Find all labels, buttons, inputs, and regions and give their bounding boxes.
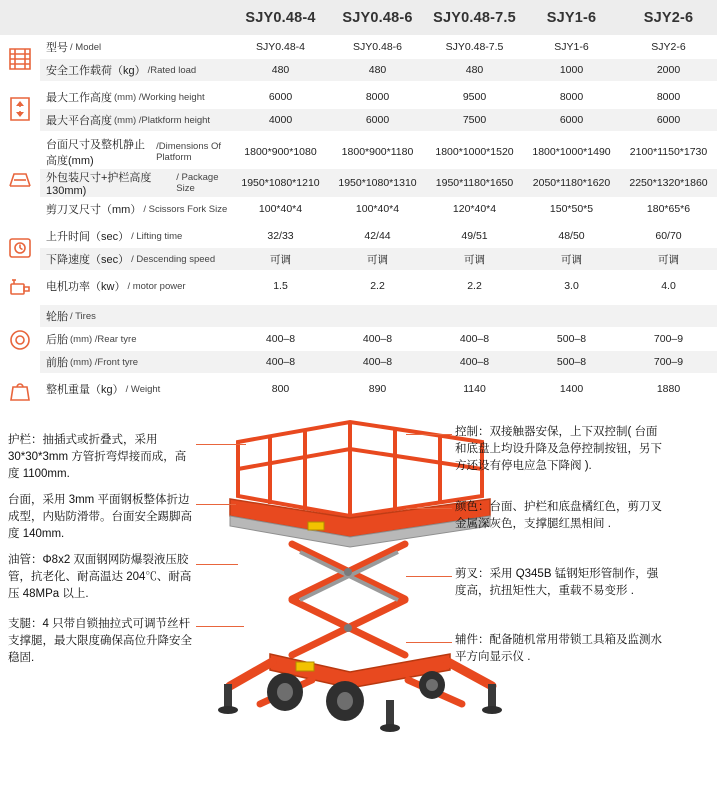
note-color: 颜色：台面、护栏和底盘橘红色，剪刀叉金属深灰色，支撑腿红黑相间 .	[455, 501, 662, 530]
table-row	[40, 275, 717, 298]
cell: 2100*1150*1730	[629, 146, 708, 158]
row-label-en: / Scissors Fork Size	[143, 203, 228, 215]
row-label	[40, 248, 232, 270]
cell: 150*50*5	[549, 203, 594, 215]
row-label	[40, 305, 232, 327]
cell: 3.0	[564, 280, 579, 292]
cell: 2000	[656, 64, 681, 76]
cell: 1400	[559, 383, 584, 395]
row-label-cn: 台面尺寸及整机静止高度(mm)	[46, 139, 145, 167]
cell: 100*40*4	[355, 203, 400, 215]
note-control: 控制：双接触器安保，上下双控制( 台面和底盘上均设升降及急停控制按钮，另下方还设有停电应急下降阀 ).	[455, 426, 662, 472]
row-label-en: / Model	[70, 41, 102, 53]
row-label	[40, 225, 232, 247]
row-label-en: (mm) /Rear tyre	[70, 333, 137, 345]
table-row	[40, 328, 717, 351]
cell: 890	[368, 383, 387, 395]
up-down-arrow-icon	[0, 86, 40, 132]
header-model-2: SJY0.48-6	[342, 9, 413, 26]
spec-group-motor	[0, 275, 717, 301]
table-row	[40, 305, 717, 328]
row-label-en: / Package Size	[176, 172, 219, 194]
cell: 60/70	[655, 230, 682, 242]
table-row	[40, 198, 717, 221]
row-label	[40, 351, 232, 373]
product-figure-area	[0, 404, 717, 734]
leader-line	[196, 564, 238, 565]
cell: 1950*1080*1310	[338, 177, 417, 189]
row-label-en: / Weight	[125, 383, 161, 395]
cell: 1140	[463, 383, 486, 395]
cell: 可调	[464, 253, 485, 266]
header-model-3: SJY0.48-7.5	[433, 9, 516, 26]
cell: 400–8	[362, 333, 393, 345]
row-label	[40, 275, 232, 297]
cell: 1950*1080*1210	[241, 177, 320, 189]
row-label	[40, 86, 232, 108]
row-label-cn: 前胎	[46, 357, 68, 369]
cell: SJY0.48-7.5	[445, 41, 504, 53]
note-guardrail: 护栏：抽插式或折叠式，采用 30*30*3mm 方管折弯焊接而成，高度 1100mm.	[8, 434, 187, 480]
cell: 1800*1000*1490	[532, 146, 611, 158]
ladder-icon	[0, 36, 40, 82]
header-model-5: SJY2-6	[643, 9, 694, 26]
table-row	[40, 225, 717, 248]
cell: 8000	[365, 91, 390, 103]
row-label-cn: 电机功率（kw）	[46, 281, 126, 293]
cell: SJY0.48-4	[255, 41, 306, 53]
cell: 可调	[658, 253, 679, 266]
row-label-cn: 最大平台高度	[46, 115, 112, 127]
spec-group-model	[0, 36, 717, 82]
header-model-4: SJY1-6	[546, 9, 597, 26]
cell: 2050*1180*1620	[532, 177, 611, 189]
note-accessory: 辅件：配备随机常用带锁工具箱及监测水平方向显示仪 .	[455, 634, 662, 663]
cell: 4000	[268, 114, 293, 126]
cell: 180*65*6	[646, 203, 691, 215]
stopwatch-icon	[0, 225, 40, 271]
cell: 可调	[270, 253, 291, 266]
cell: 32/33	[267, 230, 294, 242]
leader-line	[406, 576, 452, 577]
leader-line	[406, 434, 452, 435]
note-hose: 油管：Φ8x2 双面钢网防爆裂液压胶管，抗老化、耐高温达 204℃、耐高压 48MPa 以上.	[8, 554, 192, 600]
cell: 6000	[656, 114, 681, 126]
row-label	[40, 109, 232, 131]
row-label-cn: 外包装尺寸+护栏高度130mm)	[46, 172, 152, 197]
cell: 6000	[559, 114, 584, 126]
platform-size-icon	[0, 136, 40, 221]
row-label-cn: 下降速度（sec）	[46, 254, 130, 266]
cell: 1000	[559, 64, 584, 76]
cell	[426, 305, 523, 327]
note-scissor: 剪叉：采用 Q345B 锰钢矩形管制作，强度高，抗扭矩性大，重载不易变形 .	[455, 568, 659, 597]
table-row	[40, 169, 717, 198]
row-label-cn: 后胎	[46, 334, 68, 346]
leader-line	[406, 642, 452, 643]
row-label-en: / motor power	[127, 280, 186, 292]
row-label	[40, 59, 232, 81]
cell: 400–8	[459, 333, 490, 345]
table-row	[40, 109, 717, 132]
cell: 9500	[462, 91, 487, 103]
leader-line	[196, 444, 246, 445]
leader-line	[196, 504, 236, 505]
cell: SJY2-6	[651, 41, 686, 53]
cell: SJY0.48-6	[352, 41, 403, 53]
row-label-en: / Tires	[70, 310, 96, 322]
cell: 500–8	[556, 333, 587, 345]
cell: 400–8	[265, 333, 296, 345]
cell: 4.0	[661, 280, 676, 292]
cell: 120*40*4	[452, 203, 497, 215]
row-label-cn: 上升时间（sec）	[46, 231, 130, 243]
row-label-cn: 型号	[46, 42, 68, 54]
row-label-en: / Lifting time	[131, 230, 183, 242]
cell: 480	[465, 64, 484, 76]
cell: 48/50	[558, 230, 585, 242]
cell: 700–9	[653, 333, 684, 345]
cell: 可调	[367, 253, 388, 266]
row-label	[40, 169, 232, 197]
cell: 可调	[561, 253, 582, 266]
model-header-row	[0, 0, 717, 36]
cell: 480	[271, 64, 290, 76]
specification-table	[0, 36, 717, 404]
cell: 2.2	[467, 280, 482, 292]
cell: 400–8	[459, 356, 490, 368]
table-row	[40, 136, 717, 169]
cell: SJY1-6	[554, 41, 589, 53]
row-label	[40, 378, 232, 400]
note-platform: 台面，采用 3mm 平面钢板整体折边成型，内贴防滑带。台面安全踢脚高度 140mm.	[8, 494, 192, 540]
cell: 700–9	[653, 356, 684, 368]
header-model-1: SJY0.48-4	[245, 9, 316, 26]
cell: 500–8	[556, 356, 587, 368]
cell: 8000	[656, 91, 681, 103]
cell: 6000	[365, 114, 390, 126]
spec-group-dimensions	[0, 136, 717, 221]
spec-group-height	[0, 86, 717, 132]
row-label-en: /Rated load	[147, 64, 197, 76]
table-row	[40, 59, 717, 82]
tire-icon	[0, 305, 40, 374]
motor-icon	[0, 275, 40, 301]
row-label-cn: 轮胎	[46, 311, 68, 323]
note-outrigger: 支腿：4 只带自锁抽拉式可调节丝杆支撑腿，最大限度确保高位升降安全稳固.	[8, 618, 192, 664]
table-row	[40, 248, 717, 271]
cell: 480	[368, 64, 387, 76]
cell	[232, 305, 329, 327]
spec-group-tires	[0, 305, 717, 374]
cell	[523, 305, 620, 327]
leader-line	[196, 626, 244, 627]
row-label-en: (mm) /Front tyre	[70, 356, 139, 368]
header-spacer	[0, 0, 232, 35]
cell: 1800*900*1080	[244, 146, 317, 158]
cell: 8000	[559, 91, 584, 103]
leader-line	[406, 508, 452, 509]
row-label	[40, 198, 232, 220]
table-row	[40, 36, 717, 59]
table-row	[40, 86, 717, 109]
cell: 1880	[656, 383, 681, 395]
row-label	[40, 36, 232, 58]
row-label-en: / Descending speed	[131, 253, 216, 265]
cell: 1800*900*1180	[341, 146, 414, 158]
cell: 49/51	[461, 230, 488, 242]
cell: 1.5	[273, 280, 288, 292]
row-label-en: (mm) /Working height	[114, 91, 205, 103]
cell: 2.2	[370, 280, 385, 292]
row-label	[40, 136, 232, 168]
weight-icon	[0, 378, 40, 404]
cell: 1800*1000*1520	[435, 146, 514, 158]
row-label-cn: 整机重量（kg）	[46, 384, 124, 396]
cell: 800	[271, 383, 290, 395]
cell: 100*40*4	[258, 203, 303, 215]
cell: 2250*1320*1860	[629, 177, 708, 189]
cell: 6000	[268, 91, 293, 103]
cell: 42/44	[364, 230, 391, 242]
row-label-en: /Dimensions Of Platform	[156, 141, 222, 163]
cell: 7500	[462, 114, 487, 126]
spec-group-weight	[0, 378, 717, 404]
row-label-cn: 安全工作载荷（kg）	[46, 65, 146, 77]
row-label-cn: 剪刀叉尺寸（mm）	[46, 204, 142, 216]
row-label	[40, 328, 232, 350]
cell: 400–8	[362, 356, 393, 368]
cell: 1950*1180*1650	[435, 177, 514, 189]
row-label-cn: 最大工作高度	[46, 92, 112, 104]
table-row	[40, 351, 717, 374]
spec-group-time	[0, 225, 717, 271]
cell	[329, 305, 426, 327]
table-row	[40, 378, 717, 401]
row-label-en: (mm) /Platkform height	[114, 114, 211, 126]
cell	[620, 305, 717, 327]
cell: 400–8	[265, 356, 296, 368]
